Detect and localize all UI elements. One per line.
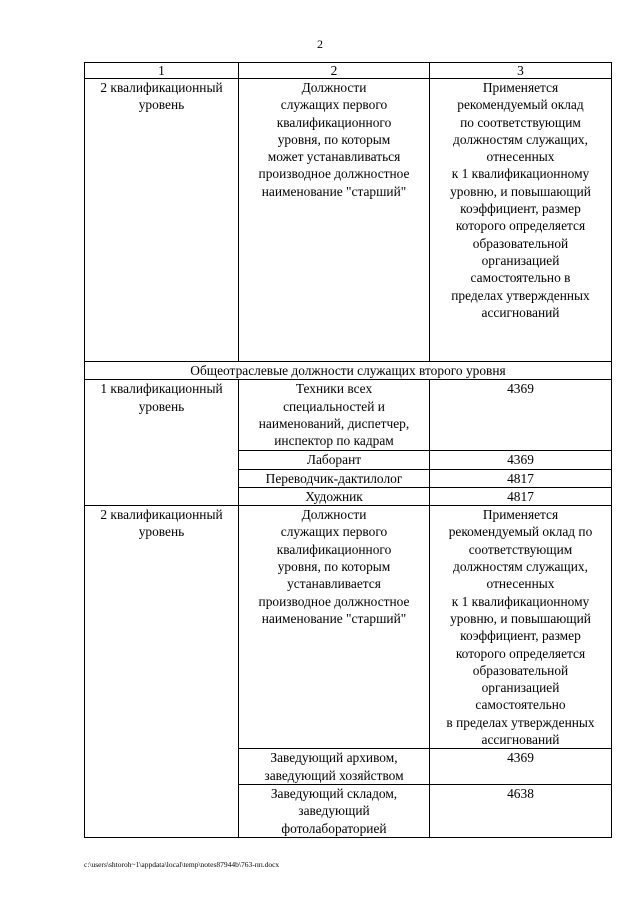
position-cell: Должности служащих первого квалификационного уровня, по которым устанавливается производное должностное наименование "старший" [239,506,430,749]
position-cell: Художник [239,487,430,505]
salary-table [84,62,612,838]
column-header-2: 2 [239,63,430,79]
position-cell: Заведующий складом, заведующий фотолабораторией [239,784,430,837]
qualification-level-cell: 2 квалификационный уровень [85,79,239,362]
page-number: 2 [317,37,323,51]
table-row [85,380,612,451]
position-cell: Лаборант [239,451,430,469]
section-row [85,362,612,380]
salary-cell: 4369 [430,380,612,451]
salary-cell: 4817 [430,469,612,487]
salary-cell: Применяется рекомендуемый оклад по соответствующим должностям служащих, отнесенных к 1 квалификационному уровню, и повышающий коэффициент, размер которого определяется образовательной организацией самостоятельно в пределах утвержденных ассигнований [430,506,612,749]
position-cell: Должности служащих первого квалификационного уровня, по которым может устанавливаться производное должностное наименование "старший" [239,79,430,362]
salary-cell: 4369 [430,749,612,785]
column-header-1: 1 [85,63,239,79]
qualification-level-cell: 1 квалификационный уровень [85,380,239,506]
position-cell: Переводчик-дактилолог [239,469,430,487]
salary-cell: 4369 [430,451,612,469]
position-cell: Заведующий архивом, заведующий хозяйством [239,749,430,785]
table-row [85,506,612,749]
salary-cell: 4638 [430,784,612,837]
salary-cell: Применяется рекомендуемый оклад по соответствующим должностям служащих, отнесенных к 1 квалификационному уровню, и повышающий коэффициент, размер которого определяется образовательной организацией самостоятельно в пределах утвержденных ассигнований [430,79,612,362]
column-header-3: 3 [430,63,612,79]
table-header-row [85,63,612,79]
table-row [85,79,612,362]
qualification-level-cell: 2 квалификационный уровень [85,506,239,838]
footer-file-path: c:\users\shtoroh~1\appdata\local\temp\notes87944b\763-пп.docx [84,860,280,869]
position-cell: Техники всех специальностей и наименований, диспетчер, инспектор по кадрам [239,380,430,451]
salary-cell: 4817 [430,487,612,505]
section-title: Общеотраслевые должности служащих второго уровня [85,362,612,380]
